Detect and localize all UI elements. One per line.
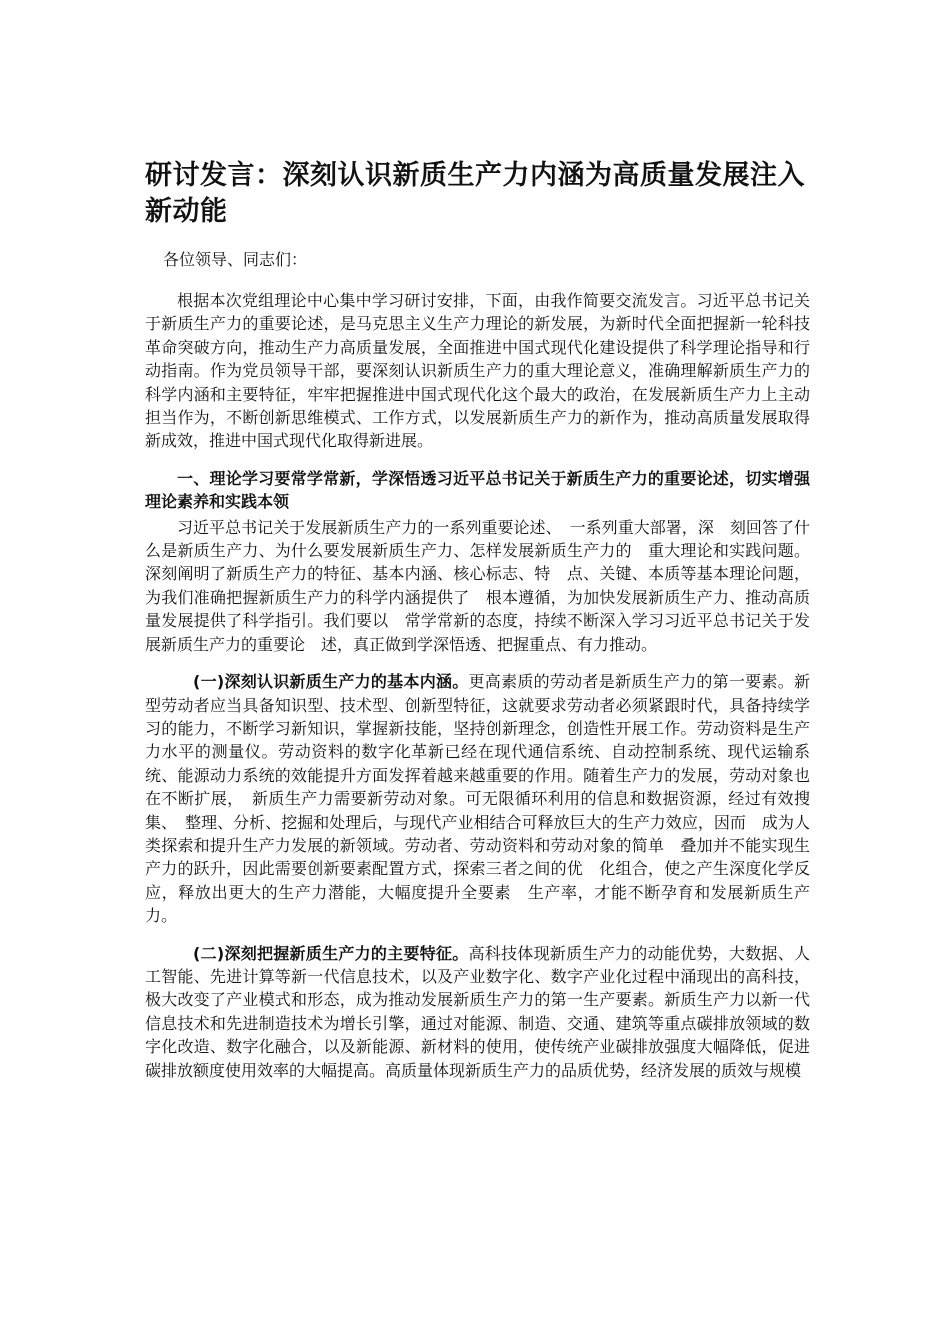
document-title: 研讨发言：深刻认识新质生产力内涵为高质量发展注入新动能: [145, 160, 805, 227]
subsection-1-text: 更高素质的劳动者是新质生产力的第一要素。新型劳动者应当具备知识型、技术型、创新型特征，这就要求劳动者必须紧跟时代，具备持续学习的能力，不断学习新知识，掌握新技能，坚持创新理念，创造性开展工作。劳动资料是生产力水平的测量仪。劳动资料的数字化革新已经在现代通信系统、自动控制系统、现代运输系统、能源动力系统的效能提升方面发挥着越来越重要的作用。随着生产力的发展，劳动对象也在不断扩展， 新质生产力需要新劳动对象。可无限循环利用的信息和数据资源，经过有效搜集、 整理、分析、挖掘和处理后，与现代产业相结合可释放巨大的生产力效应，因而 成为人类探索和提升生产力发展的新领域。劳动者、劳动资料和劳动对象的简单 叠加并不能实现生产力的跃升，因此需要创新要素配置方式，探索三者之间的优 化组合，使之产生深度化学反应，释放出更大的生产力潜能，大幅度提升全要素 生产率，才能不断孕育和发展新质生产力。: [145, 672, 810, 926]
salutation: 各位领导、同志们：: [163, 250, 308, 269]
subsection-2-paragraph: [145, 942, 810, 1082]
document-body: [145, 158, 810, 1096]
subsection-1-paragraph: [145, 670, 810, 927]
section-1-paragraph: 习近平总书记关于发展新质生产力的一系列重要论述、 一系列重大部署，深 刻回答了什么是新质生产力、为什么要发展新质生产力、怎样发展新质生产力的 重大理论和实践问题。深刻阐明了新质生产力的特征、基本内涵、核心标志、特 点、关键、本质等基本理论问题，为我们准确把握新质生产力的科学内涵提供了 根本遵循，为加快发展新质生产力、推动高质量发展提供了科学指引。我们要以 常学常新的态度，持续不断深入学习习近平总书记关于发展新质生产力的重要论 述，真正做到学深悟透、把握重点、有力推动。: [145, 517, 810, 654]
subsection-1-heading: (一)深刻认识新质生产力的基本内涵。: [193, 672, 469, 692]
intro-paragraph: 根据本次党组理论中心集中学习研讨安排，下面，由我作简要交流发言。习近平总书记关于新质生产力的重要论述，是马克思主义生产力理论的新发展，为新时代全面把握新一轮科技革命突破方向，推动生产力高质量发展，全面推进中国式现代化建设提供了科学理论指导和行动指南。作为党员领导干部，要深刻认识新质生产力的重大理论意义，准确理解新质生产力的科学内涵和主要特征，牢牢把握推进中国式现代化这个最大的政治，在发展新质生产力上主动担当作为，不断创新思维模式、工作方式，以发展新质生产力的新作为，推动高质量发展取得新成效，推进中国式现代化取得新进展。: [145, 291, 810, 451]
subsection-2-text: 高科技体现新质生产力的动能优势，大数据、人工智能、先进计算等新一代信息技术，以及产业数字化、数字产业化过程中涌现出的高科技，极大改变了产业模式和形态，成为推动发展新质生产力的第一生产要素。新质生产力以新一代信息技术和先进制造技术为增长引擎，通过对能源、制造、交通、建筑等重点碳排放领域的数字化改造、数字化融合，以及新能源、新材料的使用，使传统产业碳排放强度大幅降低，促进碳排放额度使用效率的大幅提高。高质量体现新质生产力的品质优势，经济发展的质效与规模: [145, 943, 810, 1080]
subsection-2-heading: (二)深刻把握新质生产力的主要特征。: [193, 943, 469, 963]
section-heading-1: 一、理论学习要常学常新，学深悟透习近平总书记关于新质生产力的重要论述，切实增强理论素养和实践本领: [145, 468, 810, 512]
